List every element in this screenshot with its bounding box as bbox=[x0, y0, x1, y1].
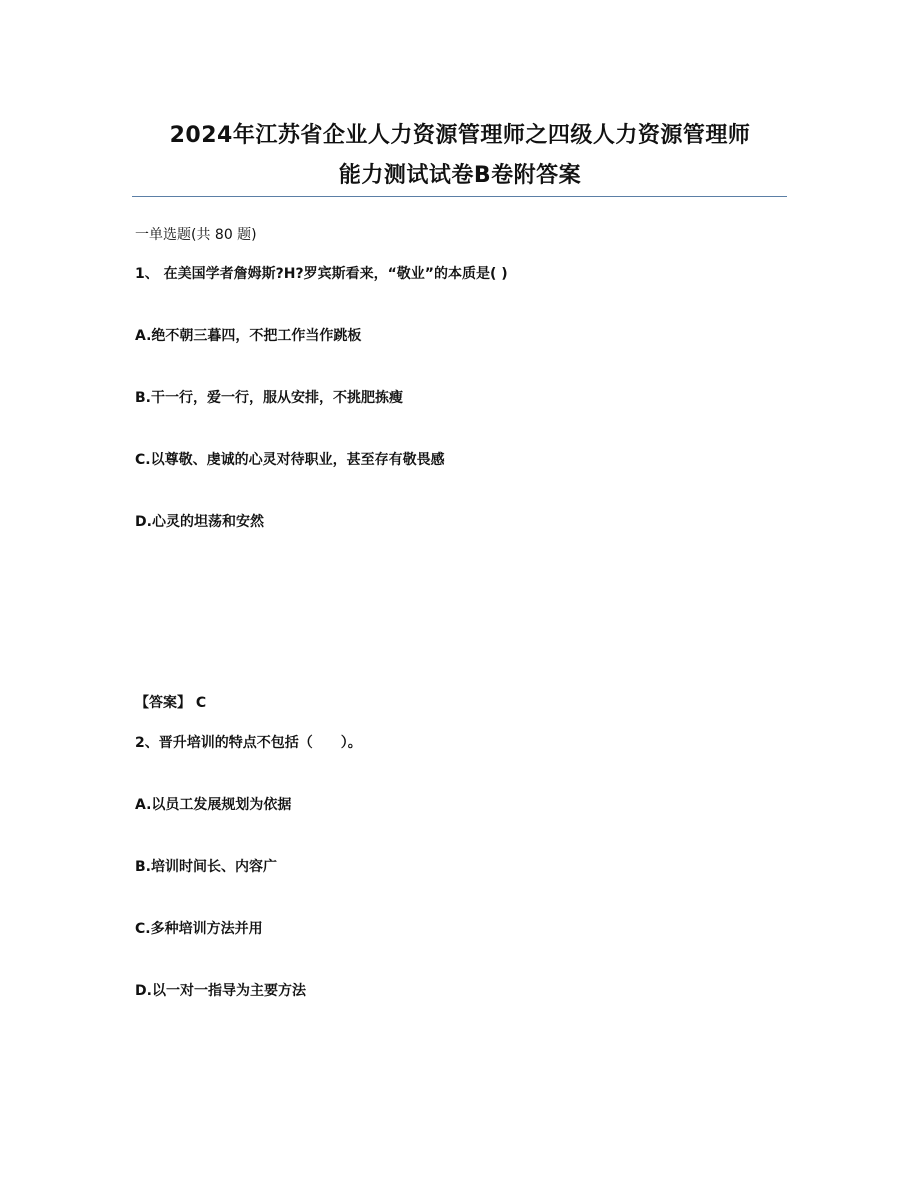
document-title-line-2: 能力测试试卷B卷附答案 bbox=[338, 163, 582, 188]
option-b: B.培训时间长、内容广 bbox=[135, 859, 277, 875]
answer-label: 【答案】 C bbox=[135, 695, 207, 711]
section-header: 一单选题(共 80 题) bbox=[135, 227, 257, 243]
question-stem: 2、晋升培训的特点不包括（ ）。 bbox=[135, 735, 362, 751]
option-c: C.以尊敬、虔诚的心灵对待职业，甚至存有敬畏感 bbox=[135, 452, 445, 468]
option-d: D.心灵的坦荡和安然 bbox=[135, 514, 264, 530]
option-a: A.以员工发展规划为依据 bbox=[135, 797, 292, 813]
title-divider bbox=[132, 196, 787, 197]
option-d: D.以一对一指导为主要方法 bbox=[135, 983, 306, 999]
option-a: A.绝不朝三暮四，不把工作当作跳板 bbox=[135, 328, 362, 344]
question-stem: 1、 在美国学者詹姆斯?H?罗宾斯看来，“敬业”的本质是( ) bbox=[135, 266, 508, 282]
document-title-line-1: 2024年江苏省企业人力资源管理师之四级人力资源管理师 bbox=[169, 123, 751, 148]
option-c: C.多种培训方法并用 bbox=[135, 921, 263, 937]
option-b: B.干一行，爱一行，服从安排，不挑肥拣瘦 bbox=[135, 390, 403, 406]
